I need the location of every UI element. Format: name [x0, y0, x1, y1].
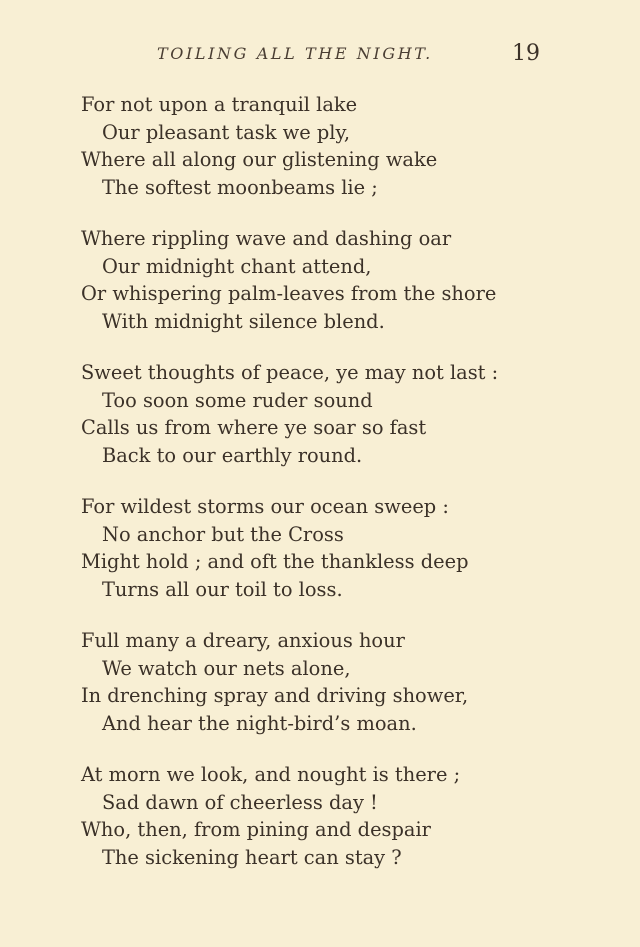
poem-line: Calls us from where ye soar so fast [81, 416, 427, 439]
poem-line: Where rippling wave and dashing oar [81, 227, 452, 250]
stanza-2 [81, 225, 601, 335]
poem-line: And hear the night-bird’s moan. [102, 711, 417, 735]
stanza-3 [81, 359, 601, 469]
poem-line: Sweet thoughts of peace, ye may not last : [81, 361, 499, 384]
poem-line: Might hold ; and oft the thankless deep [81, 550, 469, 573]
poem-line: Where all along our glistening wake [81, 148, 438, 171]
poem-line: For not upon a tranquil lake [81, 93, 358, 116]
stanza-6 [81, 761, 601, 871]
stanza-1 [81, 91, 601, 201]
poem-line: Or whispering palm-leaves from the shore [81, 282, 497, 305]
stanza-5 [81, 627, 601, 737]
poem-line: For wildest storms our ocean sweep : [81, 495, 449, 518]
poem-line: Our pleasant task we ply, [102, 120, 351, 144]
running-header [0, 41, 640, 68]
poem-line: Our midnight chant attend, [102, 254, 372, 278]
poem-line: Full many a dreary, anxious hour [81, 629, 405, 652]
poem-line: Turns all our toil to loss. [102, 577, 343, 601]
poem-line: No anchor but the Cross [102, 522, 344, 546]
stanza-4 [81, 493, 601, 603]
page-number: 19 [512, 41, 540, 66]
poem-line: Sad dawn of cheerless day ! [102, 790, 378, 814]
poem-line: In drenching spray and driving shower, [81, 684, 469, 707]
running-title: TOILING ALL THE NIGHT. [157, 44, 433, 63]
poem-line: Back to our earthly round. [102, 443, 363, 467]
poem-line: Too soon some ruder sound [102, 388, 373, 412]
poem-line: At morn we look, and nought is there ; [81, 763, 461, 786]
poem-line: The sickening heart can stay ? [102, 845, 402, 869]
poem-body [81, 91, 601, 895]
poem-line: With midnight silence blend. [102, 309, 385, 333]
poem-line: Who, then, from pining and despair [81, 818, 431, 841]
poem-line: We watch our nets alone, [102, 656, 351, 680]
poem-line: The softest moonbeams lie ; [102, 175, 378, 199]
